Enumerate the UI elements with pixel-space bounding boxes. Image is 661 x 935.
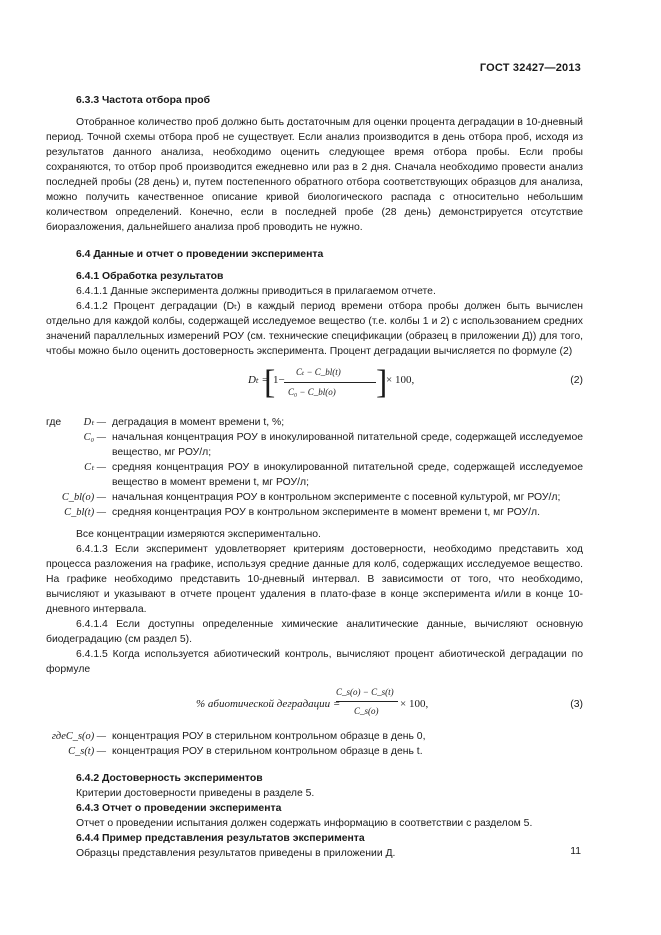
definition-row — [46, 460, 583, 490]
definitions-list — [46, 415, 583, 520]
subsection-heading: 6.4.1 Обработка результатов — [76, 271, 224, 282]
section-heading: 6.3.3 Частота отбора проб — [76, 95, 210, 106]
formula-2 — [46, 365, 583, 409]
section-heading: 6.4 Данные и отчет о проведении эксперимента — [76, 249, 324, 260]
definition-row — [46, 744, 583, 759]
definition-symbol: C_bl(o) — — [61, 492, 106, 503]
definition-symbol: гдеC_s(o) — — [51, 731, 106, 742]
document-body — [46, 93, 583, 861]
page-number: 11 — [570, 846, 581, 857]
paragraph: 6.4.1.3 Если эксперимент удовлетворяет критериям достоверности, необходимо представить ход процесса разложения на графике, используя средние данные для колб, содержащих исследуемое вещество. На графике необходимо представить 10-дневный интервал. В зависимости от того, что необходимо, вычисляют и указывают в отчете процент удаления в плато-фазе в конце эксперимента и/или в конце 10-дневного интервала. — [46, 544, 583, 615]
definition-row — [46, 505, 583, 520]
formula-numerator: C_s(o) − C_s(t) — [336, 687, 394, 697]
subsection-heading: 6.4.3 Отчет о проведении эксперимента — [76, 803, 282, 814]
definition-text: концентрация РОУ в стерильном контрольном образце в день 0, — [112, 731, 426, 742]
formula-one: 1− — [273, 374, 285, 386]
definition-text: концентрация РОУ в стерильном контрольном образце в день t. — [112, 746, 423, 757]
definition-text: начальная концентрация РОУ в контрольном эксперименте с посевной культурой, мг РОУ/л; — [112, 492, 561, 503]
paragraph: 6.4.1.2 Процент деградации (Dₜ) в каждый период времени отбора пробы должен быть вычислен отдельно для каждой колбы, содержащей исследуемое вещество (т.е. колбы 1 и 2) с использованием средних значений параллельных измерений РОУ (см. технические спецификации (образец в приложении Д)) для того, чтобы можно было оценить достоверность эксперимента. Процент деградации вычисляется по формуле (2) — [46, 301, 583, 357]
paragraph: 6.4.1.1 Данные эксперимента должны приводиться в прилагаемом отчете. — [76, 286, 436, 297]
paragraph: 6.4.1.4 Если доступны определенные химические аналитические данные, вычисляют основную биодеградацию (см раздел 5). — [46, 619, 583, 645]
definition-symbol: C_s(t) — — [68, 746, 106, 757]
formula-number: (2) — [570, 375, 583, 386]
paragraph: 6.4.1.5 Когда используется абиотический контроль, вычисляют процент абиотической деградации по формуле — [46, 649, 583, 675]
definition-row — [46, 415, 583, 430]
paragraph: Критерии достоверности приведены в разделе 5. — [76, 788, 315, 799]
formula-3 — [46, 685, 583, 721]
formula-lhs: Dₜ = — [248, 374, 269, 386]
formula-number: (3) — [570, 699, 583, 710]
definition-symbol: C₀ — — [83, 432, 106, 443]
standard-code: ГОСТ 32427—2013 — [479, 62, 581, 74]
definition-row — [46, 490, 583, 505]
definition-row — [46, 729, 583, 744]
formula-lhs: % абиотической деградации = — [196, 698, 341, 710]
left-bracket: [ — [264, 364, 276, 401]
formula-denominator: C_s(o) — [354, 706, 379, 716]
definition-text: деградация в момент времени t, %; — [112, 417, 285, 428]
paragraph: Отчет о проведении испытания должен содержать информацию в соответствии с разделом 5. — [76, 818, 533, 829]
definitions-list — [46, 729, 583, 759]
fraction-bar — [336, 701, 398, 702]
paragraph: Отобранное количество проб должно быть достаточным для оценки процента деградации в 10-дневный период. Точной схемы отбора проб не существует. Если анализ производится в день отбора проб, исходя из результатов данного анализа, необходимо оценить следующее время отбора пробы. Если пробы сохраняются, то отбор проб производится ежедневно или раз в 2 дня. Сначала необходимо провести анализ последней пробы (28 день) и, путем постепенного обратного отбора соответствующих образцов для анализа, можно получить качественное описание кривой биологического распада с относительно небольшим количеством определений. Конечно, если в последней пробе (28 день) демонстрируется отсутствие биоразложения, дальнейшего анализа проб проводить не нужно. — [46, 117, 583, 233]
definition-text: средняя концентрация РОУ в контрольном эксперименте в момент времени t, мг РОУ/л. — [112, 507, 540, 518]
paragraph: Все концентрации измеряются экспериментально. — [76, 529, 321, 540]
definition-symbol: Cₜ — — [84, 462, 106, 473]
formula-denominator: C₀ − C_bl(o) — [288, 387, 336, 397]
subsection-heading: 6.4.2 Достоверность экспериментов — [76, 773, 263, 784]
formula-tail: × 100, — [386, 374, 415, 386]
fraction-bar — [284, 382, 376, 383]
definition-row — [46, 430, 583, 460]
definition-text: средняя концентрация РОУ в инокулированной питательной среде, содержащей исследуемое вещество в момент времени t, мг РОУ/л; — [112, 462, 583, 488]
subsection-heading: 6.4.4 Пример представления результатов эксперимента — [76, 833, 365, 844]
definition-text: начальная концентрация РОУ в инокулированной питательной среде, содержащей исследуемое вещество, мг РОУ/л; — [112, 432, 583, 458]
right-bracket: ] — [376, 364, 388, 401]
definition-symbol: Dₜ — — [83, 417, 106, 428]
definition-symbol: C_bl(t) — — [64, 507, 106, 518]
formula-tail: × 100, — [400, 698, 429, 710]
formula-numerator: Cₜ − C_bl(t) — [296, 367, 341, 377]
where-word: где — [46, 417, 62, 428]
paragraph: Образцы представления результатов приведены в приложении Д. — [76, 848, 396, 859]
